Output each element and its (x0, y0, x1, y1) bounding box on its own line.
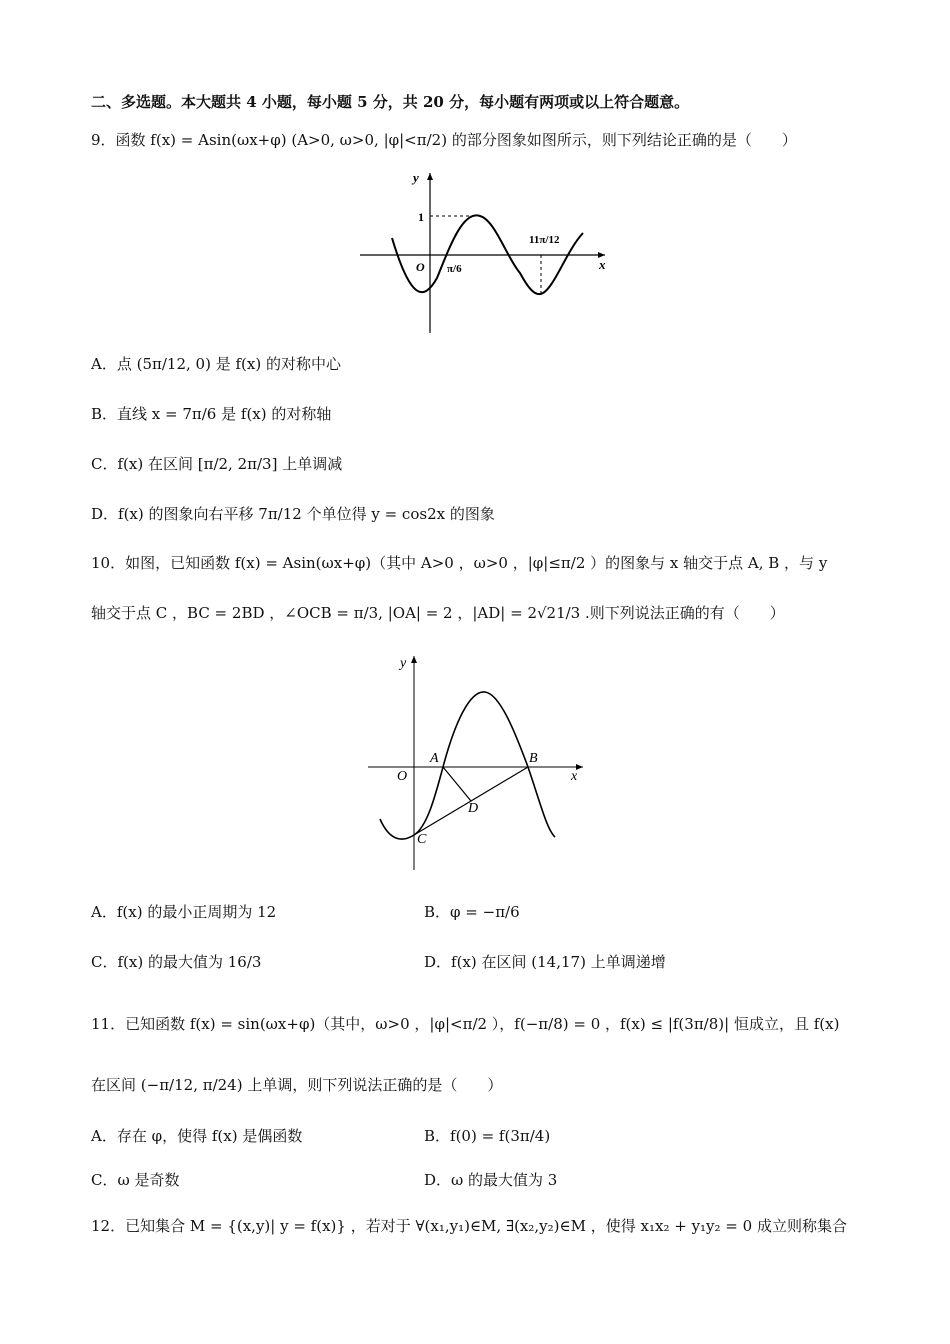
q11-stem-line1: 11．已知函数 f(x) = sin(ωx+φ)（其中，ω>0 ，|φ|<π/2 ），f(−π/8) = 0 ，f(x) ≤ |f(3π/8)| 恒成立，且 f(x) (91, 1015, 840, 1033)
q10-point-d: D (468, 801, 479, 816)
q9-option-c: C．f(x) 在区间 [π/2, 2π/3] 上单调减 (91, 455, 343, 473)
q10-option-c: C．f(x) 的最大值为 16/3 (91, 953, 262, 971)
q10-y-label: y (400, 656, 407, 671)
q9-stem: 9．函数 f(x) = Asin(ωx+φ) (A>0, ω>0, |φ|<π/2) 的部分图象如图所示，则下列结论正确的是（ ） (91, 131, 797, 149)
q9-option-a: A．点 (5π/12, 0) 是 f(x) 的对称中心 (91, 355, 341, 373)
q10-x-label: x (571, 769, 578, 784)
q9-option-d: D．f(x) 的图象向右平移 7π/12 个单位得 y = cos2x 的图象 (91, 505, 495, 523)
q10-point-b: B (529, 751, 538, 766)
q10-segment-ad (443, 767, 471, 801)
q11-option-a: A．存在 φ，使得 f(x) 是偶函数 (91, 1127, 303, 1145)
q10-origin-label: O (397, 769, 408, 784)
q10-graph (365, 652, 595, 877)
q10-point-c: C (417, 832, 427, 847)
q10-stem-line1: 10．如图，已知函数 f(x) = Asin(ωx+φ)（其中 A>0 ，ω>0 ，|φ|≤π/2 ）的图象与 x 轴交于点 A, B ，与 y (91, 554, 828, 572)
q9-tick-one: 1 (418, 210, 424, 224)
q11-option-d: D．ω 的最大值为 3 (424, 1171, 558, 1189)
q11-option-b: B．f(0) = f(3π/4) (424, 1127, 551, 1145)
q9-x-label: x (599, 257, 606, 272)
q11-stem-line2: 在区间 (−π/12, π/24) 上单调，则下列说法正确的是（ ） (91, 1076, 503, 1094)
section-heading: 二、多选题。本大题共 4 小题，每小题 5 分，共 20 分，每小题有两项或以上符合题意。 (91, 93, 690, 111)
q11-option-c: C．ω 是奇数 (91, 1171, 180, 1189)
q10-option-a: A．f(x) 的最小正周期为 12 (91, 903, 277, 921)
q10-option-b: B．φ = −π/6 (424, 903, 520, 921)
q10-stem-line2: 轴交于点 C ，BC = 2BD ，∠OCB = π/3, |OA| = 2 ，|AD| = 2√21/3 .则下列说法正确的有（ ） (91, 604, 785, 622)
q12-stem: 12．已知集合 M = {(x,y)| y = f(x)} ，若对于 ∀(x₁,y₁)∈M, ∃(x₂,y₂)∈M ，使得 x₁x₂ + y₁y₂ = 0 成立则称集合 (91, 1217, 847, 1235)
q9-y-label: y (413, 170, 419, 185)
q9-tick-11pi12: 11π/12 (529, 234, 560, 246)
q9-tick-pi6: π/6 (447, 263, 462, 275)
q10-point-a: A (430, 751, 439, 766)
q9-origin-label: O (416, 260, 425, 274)
q9-graph (355, 168, 615, 338)
q9-option-b: B．直线 x = 7π/6 是 f(x) 的对称轴 (91, 405, 332, 423)
q10-option-d: D．f(x) 在区间 (14,17) 上单调递增 (424, 953, 666, 971)
